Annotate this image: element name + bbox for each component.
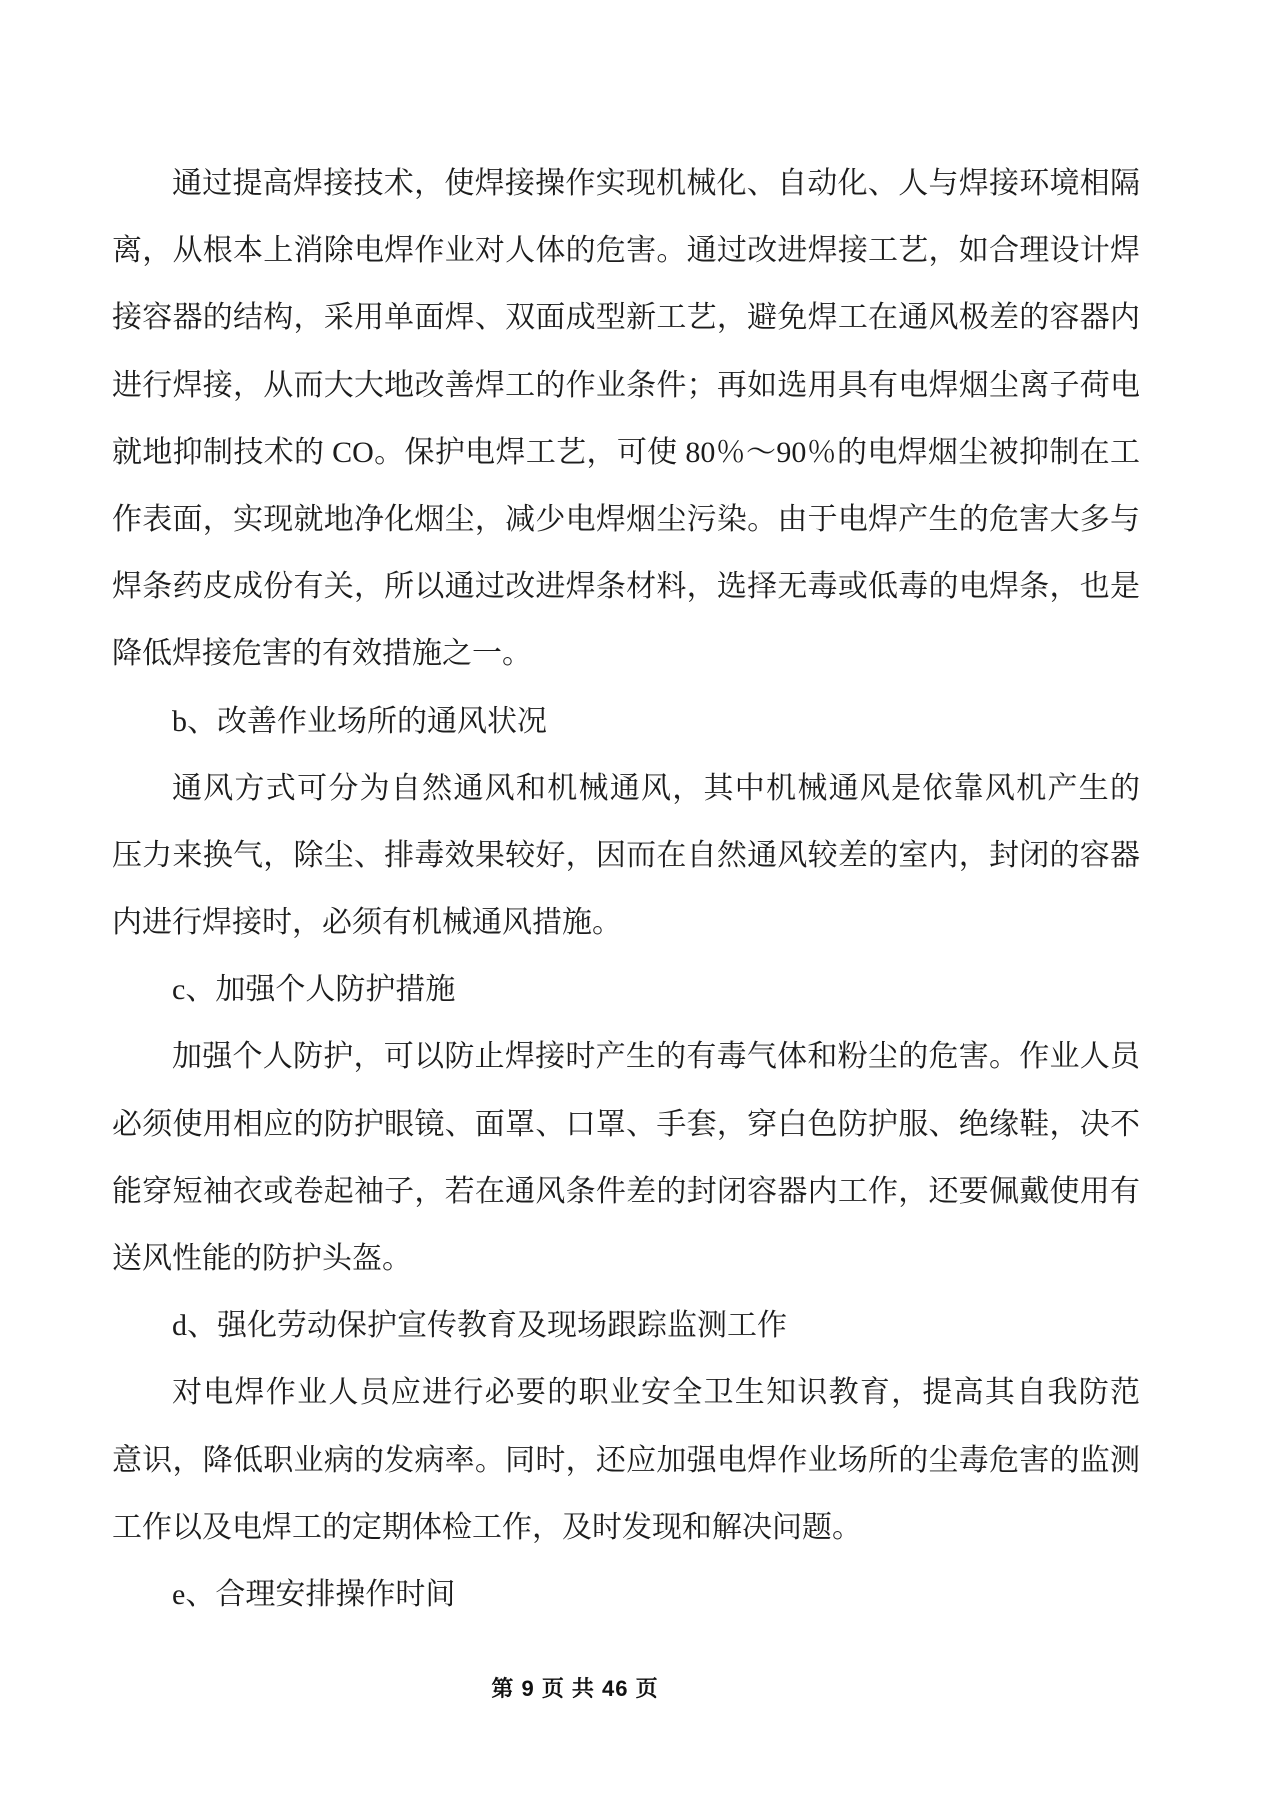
section-heading: e、合理安排操作时间 bbox=[172, 1577, 456, 1611]
page-footer: 第 9 页 共 46 页 bbox=[491, 1676, 659, 1701]
text-line: 就地抑制技术的 CO。保护电焊工艺，可使 80％～90％的电焊烟尘被抑制在工 bbox=[112, 435, 1140, 469]
text-line: 降低焊接危害的有效措施之一。 bbox=[112, 637, 532, 671]
text-line: 离，从根本上消除电焊作业对人体的危害。通过改进焊接工艺，如合理设计焊 bbox=[112, 234, 1140, 268]
document-body bbox=[112, 150, 1140, 1628]
text-line: 意识，降低职业病的发病率。同时，还应加强电焊作业场所的尘毒危害的监测 bbox=[112, 1443, 1140, 1477]
text-line: 送风性能的防护头盔。 bbox=[112, 1242, 412, 1275]
text-line: 对电焊作业人员应进行必要的职业安全卫生知识教育，提高其自我防范 bbox=[172, 1376, 1140, 1410]
text-line: 内进行焊接时，必须有机械通风措施。 bbox=[112, 906, 622, 940]
text-line: 加强个人防护，可以防止焊接时产生的有毒气体和粉尘的危害。作业人员 bbox=[172, 1040, 1140, 1074]
text-line: 通过提高焊接技术，使焊接操作实现机械化、自动化、人与焊接环境相隔 bbox=[172, 167, 1140, 200]
section-heading: d、强化劳动保护宣传教育及现场跟踪监测工作 bbox=[172, 1309, 787, 1343]
text-line: 进行焊接，从而大大地改善焊工的作业条件；再如选用具有电焊烟尘离子荷电 bbox=[112, 368, 1140, 402]
text-line: 通风方式可分为自然通风和机械通风，其中机械通风是依靠风机产生的 bbox=[172, 771, 1140, 805]
text-line: 必须使用相应的防护眼镜、面罩、口罩、手套，穿白色防护服、绝缘鞋，决不 bbox=[112, 1107, 1140, 1141]
text-line: 接容器的结构，采用单面焊、双面成型新工艺，避免焊工在通风极差的容器内 bbox=[112, 301, 1140, 335]
text-line: 能穿短袖衣或卷起袖子，若在通风条件差的封闭容器内工作，还要佩戴使用有 bbox=[112, 1174, 1140, 1208]
text-line: 作表面，实现就地净化烟尘，减少电焊烟尘污染。由于电焊产生的危害大多与 bbox=[112, 502, 1140, 536]
section-heading: b、改善作业场所的通风状况 bbox=[172, 704, 547, 738]
text-line: 工作以及电焊工的定期体检工作，及时发现和解决问题。 bbox=[112, 1510, 862, 1544]
text-line: 压力来换气，除尘、排毒效果较好，因而在自然通风较差的室内，封闭的容器 bbox=[112, 838, 1140, 872]
text-line: 焊条药皮成份有关，所以通过改进焊条材料，选择无毒或低毒的电焊条，也是 bbox=[112, 570, 1140, 604]
section-heading: c、加强个人防护措施 bbox=[172, 973, 456, 1007]
